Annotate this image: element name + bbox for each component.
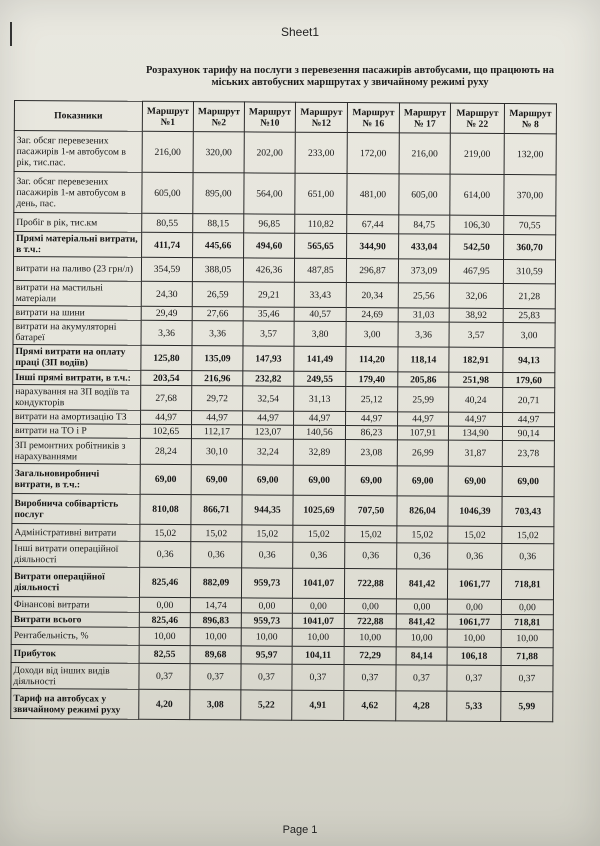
table-row bbox=[11, 566, 553, 599]
table-cell: 467,95 bbox=[449, 259, 503, 283]
table-row bbox=[14, 232, 556, 260]
row-label: витрати на паливо (23 грн/л) bbox=[13, 257, 141, 282]
table-cell: 5,33 bbox=[447, 691, 501, 721]
table-cell: 132,00 bbox=[504, 133, 556, 174]
row-label: Заг. обсяг перевезених пасажирів 1-м автобусом в рік, тис.пас. bbox=[14, 131, 142, 173]
row-label: Прямі витрати на оплату праці (ЗП водіїв) bbox=[13, 344, 141, 370]
table-cell: 69,00 bbox=[345, 466, 397, 496]
table-cell: 959,73 bbox=[241, 568, 292, 598]
table-cell: 0,36 bbox=[345, 543, 397, 569]
table-cell: 426,36 bbox=[243, 258, 294, 282]
table-cell: 0,36 bbox=[293, 542, 345, 568]
table-cell: 69,00 bbox=[293, 465, 345, 495]
table-cell: 44,97 bbox=[503, 412, 555, 426]
table-cell: 10,00 bbox=[241, 628, 292, 646]
table-cell: 112,17 bbox=[191, 425, 242, 439]
table-cell: 69,00 bbox=[502, 466, 554, 496]
table-cell: 481,00 bbox=[347, 174, 399, 215]
column-header: Маршрут № 8 bbox=[504, 103, 556, 133]
table-cell: 23,78 bbox=[502, 440, 554, 466]
table-cell: 216,00 bbox=[142, 131, 193, 172]
table-cell: 21,28 bbox=[503, 283, 555, 308]
table-cell: 3,57 bbox=[449, 322, 503, 347]
table-cell: 31,87 bbox=[448, 440, 502, 466]
table-cell: 141,49 bbox=[294, 346, 346, 371]
table-cell: 0,00 bbox=[501, 599, 553, 614]
table-cell: 0,00 bbox=[344, 599, 396, 614]
table-cell: 40,24 bbox=[449, 387, 503, 412]
table-cell: 15,02 bbox=[448, 526, 502, 543]
table-cell: 28,24 bbox=[140, 438, 191, 464]
table-cell: 118,14 bbox=[398, 347, 449, 372]
row-label: витрати на шини bbox=[13, 305, 141, 320]
row-label: ЗП ремонтних робітників з нарахуваннями bbox=[12, 437, 140, 464]
row-label: Рентабельність, % bbox=[11, 626, 139, 645]
table-cell: 14,74 bbox=[190, 598, 241, 613]
table-row bbox=[12, 540, 554, 569]
table-cell: 564,00 bbox=[244, 173, 295, 214]
table-cell: 69,00 bbox=[242, 465, 293, 495]
row-label: витрати на мастильні матеріали bbox=[13, 280, 141, 306]
document-title-line-2: міських автобусних маршрутах у звичайному режимі руху bbox=[211, 77, 489, 88]
row-label: Прибуток bbox=[11, 644, 139, 663]
table-row bbox=[14, 172, 556, 216]
table-cell: 651,00 bbox=[295, 173, 347, 214]
table-cell: 542,50 bbox=[450, 234, 504, 259]
table-cell: 205,86 bbox=[398, 372, 449, 387]
row-label: Тариф на автобусах у звичайному режимі руху bbox=[11, 688, 139, 719]
table-cell: 15,02 bbox=[242, 525, 293, 542]
table-cell: 825,46 bbox=[139, 612, 190, 627]
table-cell: 202,00 bbox=[244, 132, 295, 173]
document-title bbox=[130, 65, 570, 89]
table-cell: 0,37 bbox=[501, 665, 553, 691]
row-label: Інші витрати операційної діяльності bbox=[12, 540, 140, 567]
table-cell: 44,97 bbox=[398, 412, 449, 426]
table-cell: 24,69 bbox=[346, 308, 398, 322]
table-cell: 565,65 bbox=[295, 233, 347, 258]
table-cell: 3,08 bbox=[190, 690, 241, 720]
table-cell: 1061,77 bbox=[447, 614, 501, 629]
table-cell: 10,00 bbox=[190, 628, 241, 646]
table-cell: 90,14 bbox=[502, 426, 554, 440]
table-cell: 69,00 bbox=[140, 464, 191, 494]
table-cell: 703,43 bbox=[502, 496, 554, 526]
table-cell: 0,00 bbox=[292, 598, 344, 613]
table-cell: 944,35 bbox=[242, 495, 293, 525]
table-cell: 0,37 bbox=[396, 665, 447, 691]
table-cell: 882,09 bbox=[190, 568, 241, 598]
table-cell: 494,60 bbox=[244, 233, 295, 258]
row-label: Витрати операційної діяльності bbox=[11, 566, 139, 597]
row-label: витрати на акумуляторні батареї bbox=[13, 319, 141, 345]
table-cell: 67,44 bbox=[347, 215, 399, 234]
page-footer: Page 1 bbox=[282, 824, 318, 836]
table-cell: 24,30 bbox=[141, 281, 192, 306]
table-cell: 296,87 bbox=[346, 259, 398, 283]
table-cell: 25,99 bbox=[398, 387, 449, 412]
row-label: Прямі матеріальні витрати, в т.ч.: bbox=[14, 232, 142, 258]
table-cell: 4,91 bbox=[292, 690, 344, 720]
table-cell: 135,09 bbox=[192, 346, 243, 371]
table-cell: 104,11 bbox=[292, 646, 344, 664]
table-cell: 88,15 bbox=[193, 214, 244, 233]
table-cell: 182,91 bbox=[449, 347, 503, 372]
table-cell: 44,97 bbox=[346, 412, 398, 426]
table-cell: 20,34 bbox=[346, 283, 398, 308]
table-cell: 84,75 bbox=[399, 215, 450, 234]
row-label: витрати на амортизацію ТЗ bbox=[13, 409, 141, 424]
row-label: нарахування на ЗП водіїв та кондукторів bbox=[13, 384, 141, 410]
table-cell: 0,36 bbox=[448, 543, 502, 569]
table-cell: 110,82 bbox=[295, 214, 347, 233]
table-cell: 44,97 bbox=[294, 411, 346, 425]
table-cell: 605,00 bbox=[399, 174, 450, 215]
table-cell: 44,97 bbox=[141, 410, 192, 424]
table-cell: 80,55 bbox=[142, 213, 193, 232]
table-cell: 26,59 bbox=[192, 282, 243, 307]
table-row bbox=[12, 437, 554, 466]
column-header: Маршрут №12 bbox=[295, 102, 347, 132]
table-cell: 95,97 bbox=[241, 646, 292, 664]
table-cell: 71,88 bbox=[501, 647, 553, 665]
row-label: Загальновиробничі витрати, в т.ч.: bbox=[12, 463, 140, 494]
table-body bbox=[11, 131, 557, 722]
table-cell: 10,00 bbox=[139, 627, 190, 645]
table-cell: 249,55 bbox=[294, 371, 346, 386]
table-cell: 895,00 bbox=[193, 173, 244, 214]
table-cell: 0,36 bbox=[397, 543, 448, 569]
table-cell: 0,36 bbox=[502, 543, 554, 569]
table-cell: 310,59 bbox=[503, 259, 555, 283]
table-cell: 44,97 bbox=[192, 411, 243, 425]
table-cell: 0,37 bbox=[344, 665, 396, 691]
table-cell: 10,00 bbox=[292, 628, 344, 646]
table-cell: 370,00 bbox=[504, 174, 556, 215]
table-cell: 32,54 bbox=[243, 386, 294, 411]
tariff-table bbox=[10, 100, 557, 722]
table-cell: 32,89 bbox=[293, 439, 345, 465]
table-cell: 344,90 bbox=[347, 234, 399, 259]
table-cell: 0,00 bbox=[396, 599, 447, 614]
table-row bbox=[12, 493, 554, 526]
table-cell: 354,59 bbox=[141, 257, 192, 281]
table-cell: 102,65 bbox=[140, 424, 191, 438]
table-cell: 72,29 bbox=[344, 647, 396, 665]
table-row bbox=[13, 280, 555, 308]
table-cell: 0,36 bbox=[140, 541, 191, 567]
table-cell: 707,50 bbox=[345, 496, 397, 526]
table-cell: 29,49 bbox=[141, 306, 192, 320]
table-cell: 3,36 bbox=[192, 321, 243, 346]
table-cell: 4,62 bbox=[344, 691, 396, 721]
table-cell: 1061,77 bbox=[447, 569, 501, 599]
table-cell: 0,00 bbox=[447, 599, 501, 614]
table-cell: 216,00 bbox=[399, 133, 450, 174]
column-header: Показники bbox=[14, 101, 142, 132]
table-cell: 203,54 bbox=[141, 370, 192, 385]
table-cell: 114,20 bbox=[346, 347, 398, 372]
table-cell: 722,88 bbox=[344, 614, 396, 629]
row-label: Доходи від інших видів діяльності bbox=[11, 662, 139, 689]
column-header: Маршрут № 22 bbox=[450, 103, 504, 133]
table-cell: 0,36 bbox=[191, 542, 242, 568]
table-cell: 25,12 bbox=[346, 387, 398, 412]
table-cell: 44,97 bbox=[449, 412, 503, 426]
table-cell: 40,57 bbox=[294, 307, 346, 321]
table-cell: 69,00 bbox=[191, 465, 242, 495]
table-cell: 219,00 bbox=[450, 133, 504, 174]
table-cell: 3,36 bbox=[398, 322, 449, 347]
table-cell: 896,83 bbox=[190, 613, 241, 628]
table-cell: 3,00 bbox=[346, 322, 398, 347]
table-cell: 179,40 bbox=[346, 372, 398, 387]
table-cell: 31,03 bbox=[398, 308, 449, 322]
table-cell: 433,04 bbox=[399, 234, 450, 259]
table-cell: 35,46 bbox=[243, 307, 294, 321]
column-header: Маршрут №1 bbox=[142, 101, 193, 131]
table-cell: 27,68 bbox=[141, 385, 192, 410]
table-cell: 233,00 bbox=[295, 132, 347, 173]
table-cell: 94,13 bbox=[503, 347, 555, 372]
table-cell: 20,71 bbox=[503, 387, 555, 412]
table-cell: 0,37 bbox=[447, 665, 501, 691]
table-row bbox=[13, 344, 555, 372]
table-cell: 0,37 bbox=[241, 664, 292, 690]
table-cell: 10,00 bbox=[396, 629, 447, 647]
table-cell: 38,92 bbox=[449, 308, 503, 322]
table-cell: 3,57 bbox=[243, 321, 294, 346]
table-cell: 1041,07 bbox=[292, 568, 344, 598]
table-cell: 360,70 bbox=[504, 234, 556, 259]
table-cell: 15,02 bbox=[293, 525, 345, 542]
table-cell: 89,68 bbox=[190, 646, 241, 664]
table-cell: 0,37 bbox=[139, 663, 190, 689]
table-cell: 487,85 bbox=[294, 258, 346, 282]
table-cell: 0,36 bbox=[242, 542, 293, 568]
table-cell: 140,56 bbox=[293, 425, 345, 439]
table-cell: 15,02 bbox=[397, 526, 448, 543]
table-cell: 4,28 bbox=[396, 691, 447, 721]
table-cell: 69,00 bbox=[397, 466, 448, 496]
table-cell: 82,55 bbox=[139, 645, 190, 663]
table-cell: 866,71 bbox=[191, 495, 242, 525]
table-row bbox=[12, 463, 554, 496]
table-cell: 179,60 bbox=[503, 372, 555, 387]
table-cell: 373,09 bbox=[398, 259, 449, 283]
table-cell: 106,18 bbox=[447, 647, 501, 665]
table-row bbox=[13, 384, 555, 412]
column-header: Маршрут № 17 bbox=[399, 103, 450, 133]
row-label: Фінансові витрати bbox=[11, 596, 139, 612]
table-cell: 147,93 bbox=[243, 346, 294, 371]
table-cell: 3,00 bbox=[503, 322, 555, 347]
table-cell: 10,00 bbox=[501, 629, 553, 647]
table-cell: 0,00 bbox=[139, 597, 190, 612]
table-cell: 32,06 bbox=[449, 283, 503, 308]
table-cell: 25,56 bbox=[398, 283, 449, 308]
table-cell: 86,23 bbox=[345, 426, 397, 440]
table-cell: 1046,39 bbox=[448, 496, 502, 526]
table-row bbox=[13, 319, 555, 347]
table-cell: 70,55 bbox=[504, 215, 556, 234]
table-cell: 10,00 bbox=[344, 629, 396, 647]
row-label: Заг. обсяг перевезених пасажирів 1-м автобусом в день, пас. bbox=[14, 172, 142, 214]
table-cell: 106,30 bbox=[450, 215, 504, 234]
row-label: Витрати всього bbox=[11, 611, 139, 627]
table-cell: 5,22 bbox=[241, 690, 292, 720]
table-cell: 320,00 bbox=[193, 132, 244, 173]
table-cell: 718,81 bbox=[501, 569, 553, 599]
table-cell: 29,72 bbox=[192, 386, 243, 411]
table-cell: 445,66 bbox=[193, 233, 244, 258]
table-cell: 722,88 bbox=[344, 569, 396, 599]
table-cell: 4,20 bbox=[139, 689, 190, 719]
table-row bbox=[11, 662, 553, 691]
row-label: Адміністративні витрати bbox=[12, 523, 140, 541]
table-cell: 0,37 bbox=[190, 664, 241, 690]
table-cell: 107,91 bbox=[397, 426, 448, 440]
table-cell: 388,05 bbox=[192, 258, 243, 282]
table-cell: 134,90 bbox=[448, 426, 502, 440]
document-title-line-1: Розрахунок тарифу на послуги з перевезення пасажирів автобусами, що працюють на bbox=[146, 65, 554, 76]
table-cell: 1025,69 bbox=[293, 495, 345, 525]
table-row bbox=[14, 131, 556, 175]
table-cell: 26,99 bbox=[397, 440, 448, 466]
table-cell: 605,00 bbox=[142, 172, 193, 213]
table-cell: 1041,07 bbox=[292, 613, 344, 628]
table-cell: 3,36 bbox=[141, 320, 192, 345]
row-label: Інші прямі витрати, в т.ч.: bbox=[13, 369, 141, 385]
column-header: Маршрут №10 bbox=[244, 102, 295, 132]
row-label: витрати на ТО і Р bbox=[12, 423, 140, 438]
table-cell: 15,02 bbox=[502, 526, 554, 543]
table-cell: 23,08 bbox=[345, 440, 397, 466]
table-cell: 216,96 bbox=[192, 371, 243, 386]
table-cell: 172,00 bbox=[347, 133, 399, 174]
table-cell: 841,42 bbox=[396, 569, 447, 599]
table-cell: 15,02 bbox=[140, 524, 191, 541]
table-cell: 15,02 bbox=[345, 526, 397, 543]
table-cell: 29,21 bbox=[243, 282, 294, 307]
table-cell: 69,00 bbox=[448, 466, 502, 496]
table-cell: 27,66 bbox=[192, 307, 243, 321]
table-row bbox=[13, 257, 555, 284]
table-cell: 825,46 bbox=[139, 567, 190, 597]
table-cell: 10,00 bbox=[447, 629, 501, 647]
table-cell: 125,80 bbox=[141, 345, 192, 370]
table-cell: 30,10 bbox=[191, 439, 242, 465]
table-cell: 411,74 bbox=[142, 232, 193, 257]
table-cell: 32,24 bbox=[242, 439, 293, 465]
table-header-row bbox=[14, 101, 556, 134]
table-cell: 718,81 bbox=[501, 614, 553, 629]
table-cell: 5,99 bbox=[501, 691, 553, 721]
table-cell: 959,73 bbox=[241, 613, 292, 628]
table-cell: 15,02 bbox=[191, 525, 242, 542]
table-cell: 3,80 bbox=[294, 321, 346, 346]
table-cell: 25,83 bbox=[503, 308, 555, 322]
column-header: Маршрут № 16 bbox=[347, 103, 399, 133]
table-cell: 826,04 bbox=[397, 496, 448, 526]
column-header: Маршрут №2 bbox=[193, 102, 244, 132]
table-cell: 84,14 bbox=[396, 647, 447, 665]
table-cell: 232,82 bbox=[243, 371, 294, 386]
sheet-header: Sheet1 bbox=[280, 25, 320, 39]
table-cell: 0,37 bbox=[292, 664, 344, 690]
table-cell: 614,00 bbox=[450, 174, 504, 215]
table-cell: 841,42 bbox=[396, 614, 447, 629]
table-cell: 33,43 bbox=[294, 282, 346, 307]
table-cell: 123,07 bbox=[242, 425, 293, 439]
table-cell: 96,85 bbox=[244, 214, 295, 233]
row-label: Виробнича собівартість послуг bbox=[12, 493, 140, 524]
table-row bbox=[11, 688, 553, 721]
table-cell: 31,13 bbox=[294, 386, 346, 411]
row-label: Пробіг в рік, тис.км bbox=[14, 213, 142, 233]
table-cell: 810,08 bbox=[140, 494, 191, 524]
table-cell: 44,97 bbox=[243, 411, 294, 425]
table-cell: 0,00 bbox=[241, 598, 292, 613]
table-cell: 251,98 bbox=[449, 372, 503, 387]
